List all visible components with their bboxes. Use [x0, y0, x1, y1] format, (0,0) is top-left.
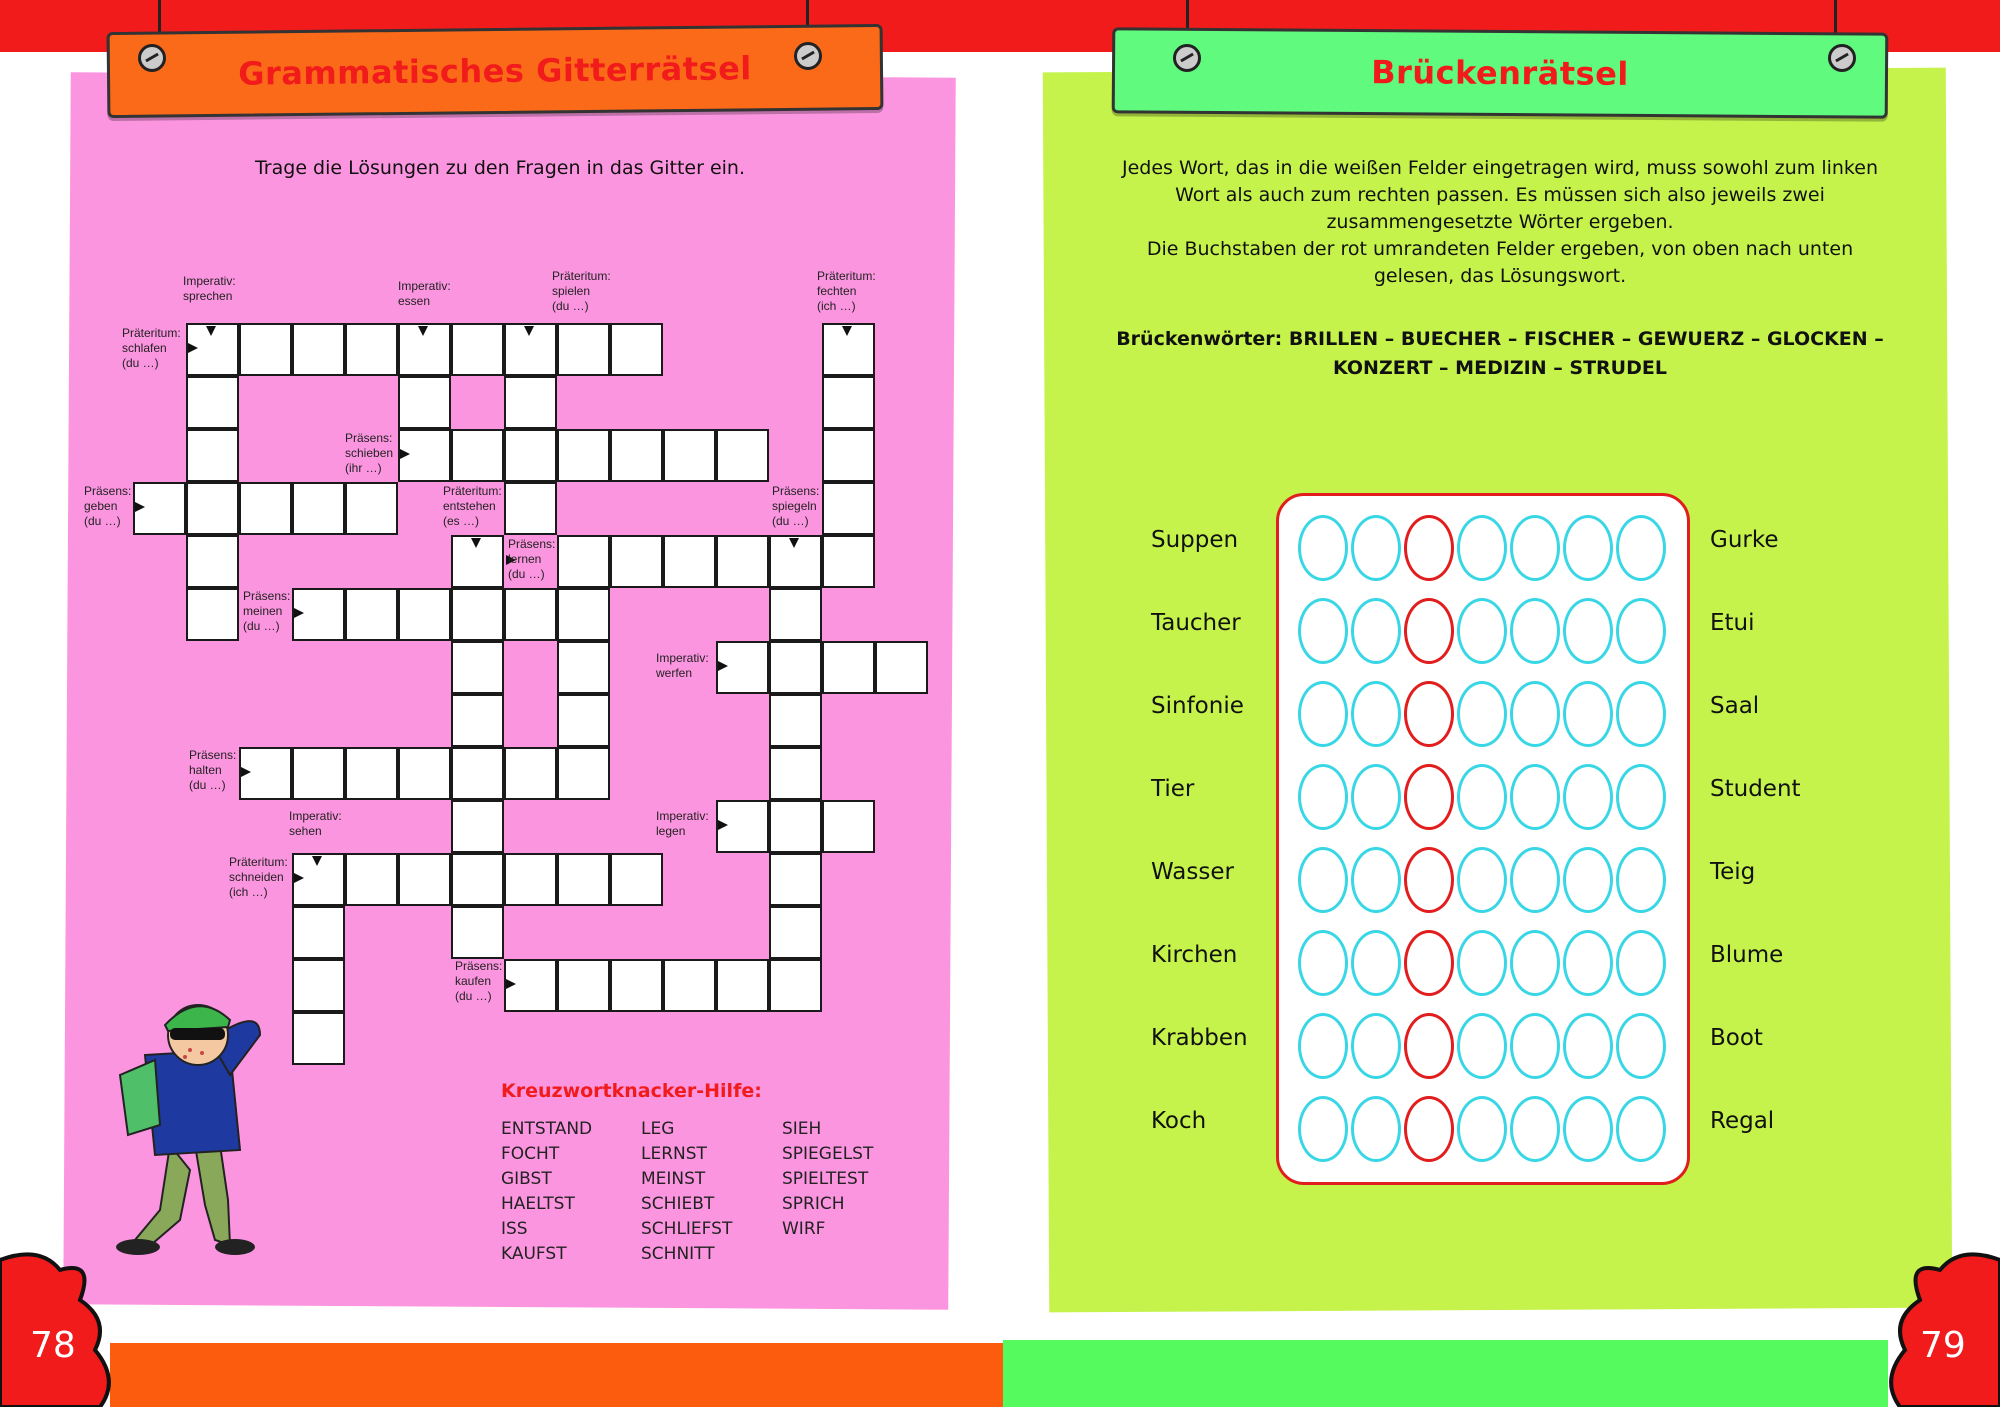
bridge-left-word: Kirchen	[1151, 942, 1238, 968]
letter-field[interactable]	[1457, 515, 1507, 581]
bridge-words-line: KONZERT – MEDIZIN – STRUDEL	[1333, 357, 1667, 379]
letter-field[interactable]	[1457, 764, 1507, 830]
letter-field[interactable]	[1616, 598, 1666, 664]
bottom-orange-band	[110, 1343, 1003, 1407]
solution-letter-field[interactable]	[1404, 1013, 1454, 1079]
letter-field[interactable]	[1510, 764, 1560, 830]
letter-field[interactable]	[1351, 515, 1401, 581]
letter-field[interactable]	[1298, 1096, 1348, 1162]
bridge-right-word: Saal	[1710, 693, 1760, 719]
clue-label: Präteritum: spielen (du …)	[552, 269, 611, 313]
letter-field[interactable]	[1563, 1013, 1613, 1079]
letter-field[interactable]	[1510, 847, 1560, 913]
letter-field[interactable]	[1616, 1013, 1666, 1079]
letter-field[interactable]	[1298, 930, 1348, 996]
help-word: SPIEGELST	[782, 1144, 874, 1164]
solution-letter-field[interactable]	[1404, 1096, 1454, 1162]
clue-label: Präsens: spiegeln (du …)	[772, 484, 820, 528]
letter-field[interactable]	[1457, 930, 1507, 996]
clue-label: Präteritum: fechten (ich …)	[817, 269, 876, 313]
letter-field[interactable]	[1563, 515, 1613, 581]
solution-letter-field[interactable]	[1404, 515, 1454, 581]
page-number-right: 79	[1920, 1325, 1966, 1366]
bridge-right-word: Etui	[1710, 610, 1755, 636]
letter-field[interactable]	[1563, 847, 1613, 913]
letter-field[interactable]	[1616, 847, 1666, 913]
bridge-left-word: Tier	[1151, 776, 1195, 802]
help-word: LERNST	[641, 1144, 707, 1164]
letter-field[interactable]	[1563, 1096, 1613, 1162]
letter-field[interactable]	[1457, 1096, 1507, 1162]
letter-field[interactable]	[1510, 598, 1560, 664]
letter-field[interactable]	[1351, 764, 1401, 830]
letter-field[interactable]	[1563, 681, 1613, 747]
solution-letter-field[interactable]	[1404, 764, 1454, 830]
letter-field[interactable]	[1457, 681, 1507, 747]
bridge-right-word: Blume	[1710, 942, 1784, 968]
clue-label: Präsens: geben (du …)	[84, 484, 132, 528]
bridge-left-word: Wasser	[1151, 859, 1234, 885]
clue-label: Imperativ: legen	[656, 809, 709, 838]
letter-field[interactable]	[1351, 847, 1401, 913]
clue-label: Imperativ: sehen	[289, 809, 342, 838]
solution-letter-field[interactable]	[1404, 598, 1454, 664]
bridge-right-word: Boot	[1710, 1025, 1763, 1051]
bridge-left-word: Krabben	[1151, 1025, 1248, 1051]
clue-label: Präsens: schieben (ihr …)	[345, 431, 394, 475]
letter-field[interactable]	[1298, 764, 1348, 830]
page-number-tab-left	[0, 1240, 120, 1407]
letter-field[interactable]	[1351, 681, 1401, 747]
help-word: GIBST	[501, 1169, 552, 1189]
clue-label: Präteritum: schneiden (ich …)	[229, 855, 288, 899]
bridge-words-line: Brückenwörter: BRILLEN – BUECHER – FISCHER – GEWUERZ – GLOCKEN –	[1116, 328, 1884, 350]
help-word: SCHIEBT	[641, 1194, 715, 1214]
bridge-left-word: Suppen	[1151, 527, 1239, 553]
bridge-right-word: Student	[1710, 776, 1801, 802]
help-word: WIRF	[782, 1219, 826, 1239]
solution-letter-field[interactable]	[1404, 681, 1454, 747]
letter-field[interactable]	[1616, 764, 1666, 830]
letter-field[interactable]	[1457, 847, 1507, 913]
letter-field[interactable]	[1563, 930, 1613, 996]
bridge-right-word: Teig	[1710, 859, 1756, 885]
letter-field[interactable]	[1616, 1096, 1666, 1162]
help-word: ISS	[501, 1219, 528, 1239]
help-word: MEINST	[641, 1169, 706, 1189]
clue-label: Präteritum: schlafen (du …)	[122, 326, 181, 370]
bridge-right-word: Gurke	[1710, 527, 1779, 553]
help-word: SPIELTEST	[782, 1169, 869, 1189]
letter-field[interactable]	[1351, 930, 1401, 996]
letter-field[interactable]	[1510, 1096, 1560, 1162]
letter-field[interactable]	[1616, 681, 1666, 747]
clue-label: Präteritum: entstehen (es …)	[443, 484, 502, 528]
solution-letter-field[interactable]	[1404, 847, 1454, 913]
page-number-tab-right	[1880, 1240, 2000, 1407]
help-word: SCHNITT	[641, 1244, 715, 1264]
clue-label: Präsens: meinen (du …)	[243, 589, 291, 633]
clue-label: Präsens: lernen (du …)	[508, 537, 556, 581]
instruction-line: gelesen, das Lösungswort.	[1373, 265, 1627, 287]
letter-field[interactable]	[1298, 847, 1348, 913]
letter-field[interactable]	[1510, 930, 1560, 996]
help-word: SCHLIEFST	[641, 1219, 733, 1239]
letter-field[interactable]	[1351, 1096, 1401, 1162]
letter-field[interactable]	[1510, 681, 1560, 747]
help-title: Kreuzwortknacker-Hilfe:	[501, 1080, 762, 1102]
letter-field[interactable]	[1563, 598, 1613, 664]
letter-field[interactable]	[1616, 930, 1666, 996]
help-word: ENTSTAND	[501, 1119, 593, 1139]
instruction-line: zusammengesetzte Wörter ergeben.	[1326, 211, 1674, 233]
clue-label: Imperativ: sprechen	[183, 274, 236, 303]
help-word: KAUFST	[501, 1244, 567, 1264]
letter-field[interactable]	[1616, 515, 1666, 581]
instruction-line: Jedes Wort, das in die weißen Felder eingetragen wird, muss sowohl zum linken	[1122, 157, 1878, 179]
help-word: SPRICH	[782, 1194, 845, 1214]
clue-label: Imperativ: essen	[398, 279, 451, 308]
instruction-line: Wort als auch zum rechten passen. Es müssen sich also jeweils zwei	[1175, 184, 1825, 206]
bottom-green-band	[1003, 1340, 1888, 1407]
letter-field[interactable]	[1351, 598, 1401, 664]
letter-field[interactable]	[1510, 515, 1560, 581]
help-word: HAELTST	[501, 1194, 575, 1214]
help-word: LEG	[641, 1119, 675, 1139]
letter-field[interactable]	[1457, 598, 1507, 664]
letter-field[interactable]	[1298, 1013, 1348, 1079]
right-page-title: Brückenrätsel	[1371, 53, 1629, 93]
solution-letter-field[interactable]	[1404, 930, 1454, 996]
letter-field[interactable]	[1298, 598, 1348, 664]
bridge-left-word: Sinfonie	[1151, 693, 1244, 719]
help-word: FOCHT	[501, 1144, 560, 1164]
letter-field[interactable]	[1563, 764, 1613, 830]
clue-label: Imperativ: werfen	[656, 651, 709, 680]
left-page-title: Grammatisches Gitterrätsel	[238, 49, 752, 93]
letter-field[interactable]	[1457, 1013, 1507, 1079]
left-instruction: Trage die Lösungen zu den Fragen in das Gitter ein.	[254, 157, 746, 179]
clue-label: Präsens: halten (du …)	[189, 748, 237, 792]
instruction-line: Die Buchstaben der rot umrandeten Felder ergeben, von oben nach unten	[1146, 238, 1854, 260]
bridge-left-word: Taucher	[1151, 610, 1241, 636]
page-number-left: 78	[30, 1325, 76, 1366]
clue-label: Präsens: kaufen (du …)	[455, 959, 503, 1003]
letter-field[interactable]	[1510, 1013, 1560, 1079]
help-word: SIEH	[782, 1119, 822, 1139]
letter-field[interactable]	[1351, 1013, 1401, 1079]
bridge-left-word: Koch	[1151, 1108, 1207, 1134]
letter-field[interactable]	[1298, 515, 1348, 581]
bridge-right-word: Regal	[1710, 1108, 1775, 1134]
letter-field[interactable]	[1298, 681, 1348, 747]
